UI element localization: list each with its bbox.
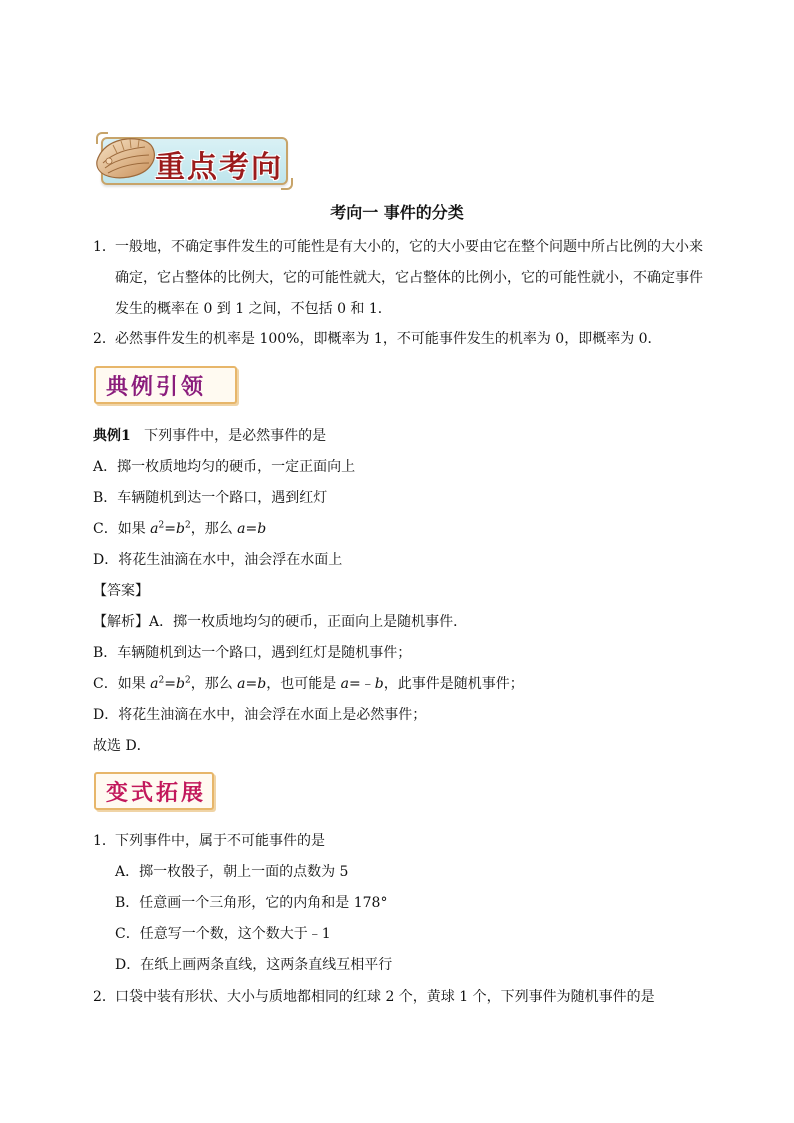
var-a: a [150, 676, 159, 692]
example-question [93, 425, 326, 445]
example-label: 典例引领 [94, 366, 237, 404]
intro-line: 必然事件发生的机率是 100%，即概率为 1，不可能事件发生的机率为 0，即概率为 0． [115, 331, 662, 347]
analysis-label: 【解析】 [93, 614, 149, 630]
option-text: ，那么 [190, 521, 238, 537]
list-number: 2． [93, 989, 116, 1005]
analysis-line-b: B．车辆随机到达一个路口，遇到红灯是随机事件； [93, 645, 412, 661]
exponent: 2 [184, 675, 191, 686]
option-a: A．掷一枚质地均匀的硬币，一定正面向上 [93, 459, 356, 475]
analysis-text: ，此事件是随机事件； [383, 676, 524, 692]
exercise-2-question [93, 986, 655, 1006]
seashell-icon [93, 131, 159, 185]
intro-line: 一般地，不确定事件发生的可能性是有大小的，它的大小要由它在整个问题中所占比例的大小来 [115, 239, 703, 255]
analysis-line-a [93, 611, 467, 631]
variant-label: 变式拓展 [94, 772, 214, 810]
equals: = [245, 521, 258, 537]
var-a: a [150, 521, 159, 537]
option-c [93, 518, 266, 538]
conclusion-line: 故选 D． [93, 738, 151, 754]
answer-label: 【答案】 [93, 583, 149, 599]
example-tag: 典例1 [93, 428, 131, 444]
exercise-1-option-b: B．任意画一个三角形，它的内角和是 178° [115, 895, 388, 911]
intro-item-1 [93, 232, 703, 325]
analysis-line-c [93, 673, 524, 693]
var-b: b [257, 676, 267, 692]
analysis-text: ，也可能是 [266, 676, 341, 692]
section-heading: 考向一 事件的分类 [330, 203, 464, 222]
question-text: 口袋中装有形状、大小与质地都相同的红球 2 个，黄球 1 个，下列事件为随机事件的是 [115, 989, 655, 1005]
banner-title: 重点考向 [155, 150, 283, 185]
analysis-text: C．如果 [93, 676, 151, 692]
analysis-line-d: D．将花生油滴在水中，油会浮在水面上是必然事件； [93, 707, 427, 723]
question-text: 下列事件中，是必然事件的是 [144, 428, 327, 444]
var-a: a [340, 676, 350, 692]
exponent: 2 [158, 675, 165, 686]
var-a: a [237, 676, 246, 692]
list-number: 1． [93, 833, 116, 849]
intro-line: 确定，它占整体的比例大，它的可能性就大，它占整体的比例小，它的可能性就小，不确定事件 [115, 270, 703, 286]
option-d: D．将花生油滴在水中，油会浮在水面上 [93, 552, 343, 568]
equals: = [245, 676, 258, 692]
var-a: a [237, 521, 246, 537]
equals: = [164, 521, 176, 537]
var-b: b [176, 521, 185, 537]
section-banner [93, 131, 286, 185]
option-b: B．车辆随机到达一个路口，遇到红灯 [93, 490, 328, 506]
equals: = [164, 676, 176, 692]
option-text: C．如果 [93, 521, 151, 537]
var-b: b [257, 521, 267, 537]
analysis-text: ，那么 [190, 676, 238, 692]
exercise-1-option-a: A．掷一枚骰子，朝上一面的点数为 5 [115, 864, 349, 880]
exercise-1-question [93, 830, 325, 850]
exercise-1-option-c: C．任意写一个数，这个数大于﹣1 [115, 926, 331, 942]
var-b: b [176, 676, 185, 692]
var-b: b [374, 676, 384, 692]
intro-line: 发生的概率在 0 到 1 之间，不包括 0 和 1． [115, 301, 392, 317]
exercise-1-option-d: D．在纸上画两条直线，这两条直线互相平行 [115, 957, 393, 973]
equals: =﹣ [349, 676, 375, 692]
analysis-text: A．掷一枚质地均匀的硬币，正面向上是随机事件． [149, 614, 468, 630]
exponent: 2 [158, 520, 165, 531]
exponent: 2 [184, 520, 191, 531]
question-text: 下列事件中，属于不可能事件的是 [115, 833, 325, 849]
list-number: 1． [93, 239, 116, 255]
intro-item-2 [93, 324, 662, 355]
list-number: 2． [93, 331, 116, 347]
